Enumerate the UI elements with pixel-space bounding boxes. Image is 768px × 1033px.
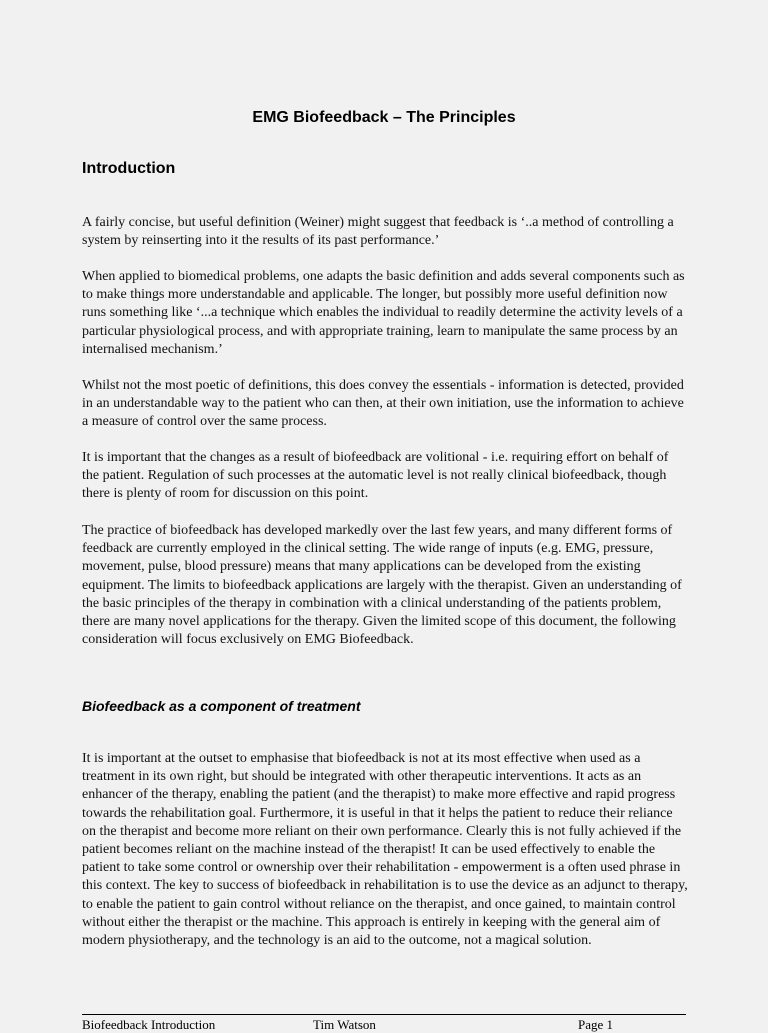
footer-divider <box>82 1014 686 1015</box>
subheading-biofeedback-treatment: Biofeedback as a component of treatment <box>82 698 361 714</box>
paragraph: When applied to biomedical problems, one adapts the basic definition and adds several components such as to make things more understandable and applicable. The longer, but possibly more useful definition now runs something like ‘...a technique which enables the individual to readily determine the activity levels of a particular physiological process, and with appropriate training, learn to manipulate the same process by an internalised mechanism.’ <box>82 269 685 357</box>
footer-page-number: Page 1 <box>578 1017 614 1032</box>
paragraph: It is important that the changes as a result of biofeedback are volitional - i.e. requiring effort on behalf of the patient. Regulation of such processes at the automatic level is not really clinical biofeedback, though there is plenty of room for discussion on this point. <box>82 450 669 502</box>
paragraph: A fairly concise, but useful definition (Weiner) might suggest that feedback is ‘..a method of controlling a system by reinserting into it the results of its past performance.’ <box>82 215 674 249</box>
footer-author: Tim Watson <box>313 1017 376 1032</box>
footer-document-name: Biofeedback Introduction <box>82 1017 216 1032</box>
document-title: EMG Biofeedback – The Principles <box>252 109 516 126</box>
paragraph: It is important at the outset to emphasise that biofeedback is not at its most effective when used as a treatment in its own right, but should be integrated with other therapeutic interventions. It acts as an enhancer of the therapy, enabling the patient (and the therapist) to make more effective and rapid progress towards the rehabilitation goal. Furthermore, it is useful in that it helps the patient to reduce their reliance on the therapist and become more reliant on their own performance. Clearly this is not fully achieved if the patient becomes reliant on the machine instead of the therapist! It can be used effectively to enable the patient to take some control or ownership over their rehabilitation - empowerment is a often used phrase in this context. The key to success of biofeedback in rehabilitation is to use the device as an adjunct to therapy, to enable the patient to gain control without reliance on the therapist, and once gained, to maintain control without either the therapist or the machine. This approach is entirely in keeping with the general aim of modern physiotherapy, and the technology is an aid to the outcome, not a magical solution. <box>82 751 688 949</box>
paragraph: The practice of biofeedback has developed markedly over the last few years, and many different forms of feedback are currently employed in the clinical setting. The wide range of inputs (e.g. EMG, pressure, movement, pulse, blood pressure) means that many applications can be developed from the existing equipment. The limits to biofeedback applications are largely with the therapist. Given an understanding of the basic principles of the therapy in combination with a clinical understanding of the patients problem, there are many novel applications for the therapy. Given the limited scope of this document, the following consideration will focus exclusively on EMG Biofeedback. <box>82 523 682 648</box>
section-heading-introduction: Introduction <box>82 160 176 177</box>
paragraph: Whilst not the most poetic of definitions, this does convey the essentials - information is detected, provided in an understandable way to the patient who can then, at their own initiation, use the information to achieve a measure of control over the same process. <box>82 378 684 430</box>
